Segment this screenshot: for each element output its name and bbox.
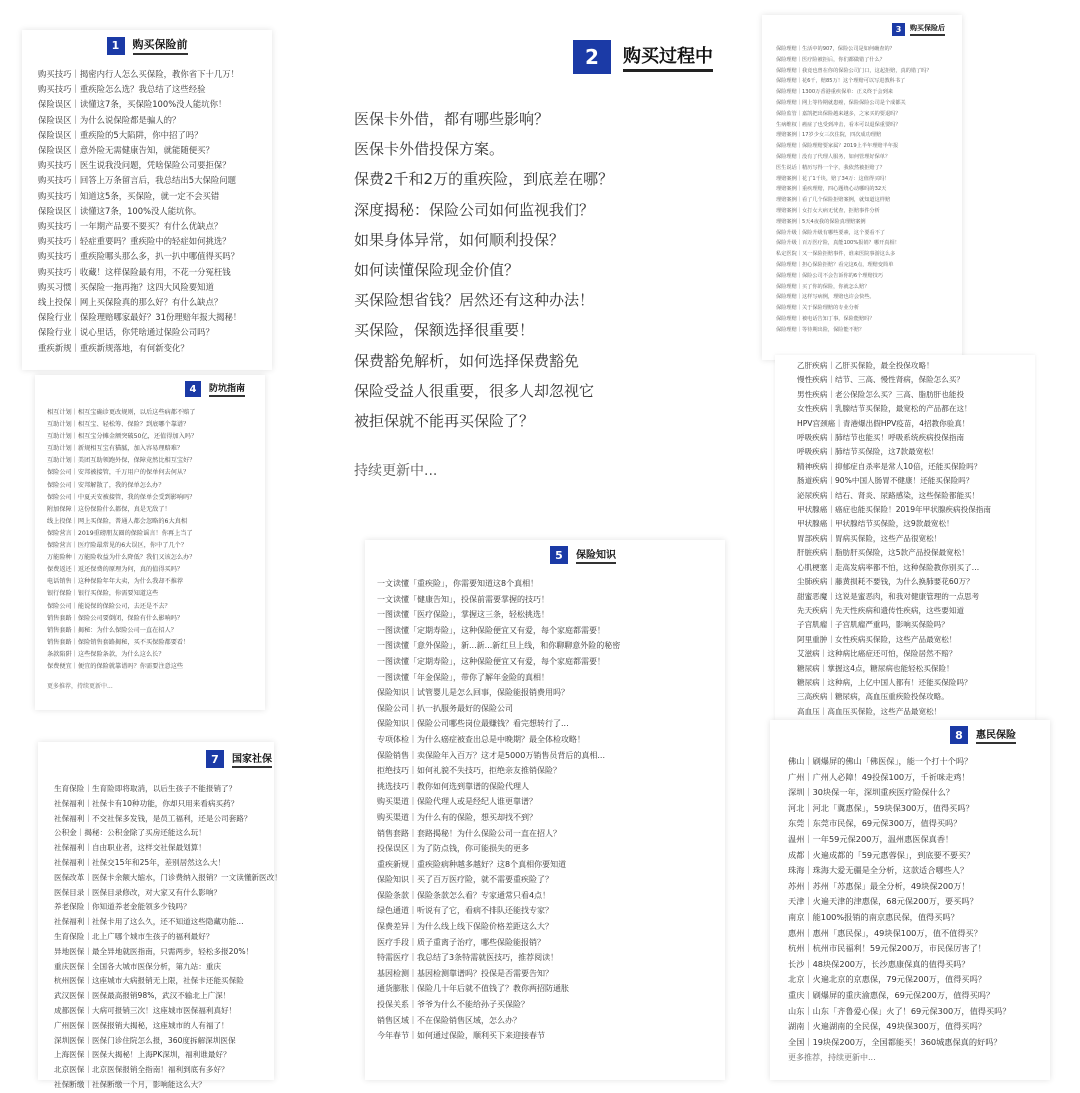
article-link[interactable]: 甜蜜恶魔｜这说是蜜恶肉，和我对健康管理的一点思考 [797,591,980,601]
article-link[interactable]: 养老保险｜你知道养老金能领多少钱吗？ [54,902,191,912]
article-link[interactable]: 线上投保｜网上买保险，普通人都会忽略的6大真相 [47,517,188,525]
article-link[interactable]: 东莞｜东莞市民保，69元保300万，值得买吗？ [788,818,962,829]
article-link[interactable]: 医保改革｜医保卡余额大缩水，门诊费纳入报销？一文读懂新医改！ [54,872,282,882]
section-header [185,381,265,397]
article-link[interactable]: 保险理赔｜网上等待期就患癌，保险保险公司是个成都关 [776,99,906,106]
section-title: 国家社保 [232,750,272,768]
article-link[interactable]: 艾滋病｜这种病比癌症还可怕，保险居然不赔？ [797,649,957,659]
article-link[interactable]: 肠道疾病｜90%中国人肠胃不健康！还能买保险吗？ [797,476,974,486]
section-title: 购买保险前 [133,36,188,55]
section-header [206,750,274,768]
article-link[interactable]: 保险理赔｜保险理赔要家属？2019上半年理赔半年报 [776,143,899,150]
article-link[interactable]: 一文读懂「重疾险」，你需要知道这8个真相！ [377,579,539,588]
article-link[interactable]: 社保福利｜社保交15年和25年，差别居然这么大！ [54,857,226,867]
article-link[interactable]: 深圳｜30块保一年，深圳重疾医疗险保什么？ [788,787,954,798]
article-link[interactable]: 慢性疾病｜结节、三高、慢性肾病，保险怎么买？ [797,375,965,385]
article-list [788,754,1050,1050]
article-link[interactable]: 购买技巧｜收藏！这样保险最有用，不花一分冤枉钱 [38,266,231,277]
article-link[interactable]: 销售套路｜套路揭秘！为什么保险公司一直在招人？ [377,828,561,838]
article-link[interactable]: 糖尿病｜掌握这4点，糖尿病也能轻松买保险！ [797,663,954,673]
article-link[interactable]: 社保福利｜自由职业者，这样交社保最划算！ [54,843,206,853]
article-link[interactable]: 呼吸疾病｜肺结节也能买！呼吸系统疾病投保指南 [797,433,965,443]
article-link[interactable]: 肝脏疾病｜脂肪肝买保险，这5款产品投保最宽松！ [797,548,969,558]
article-link[interactable]: 广州｜广州人必障！49投保100万，千祈咪走鸡！ [788,771,970,782]
article-link[interactable]: 保险公司｜能说保的保险公司，去还是不去？ [47,602,171,610]
article-link[interactable]: 长沙｜48块保200万，长沙惠康保真的值得买吗？ [788,958,970,969]
article-link[interactable]: 销售套路｜保险销售套路揭秘，买不买保险都要看！ [47,638,190,646]
section-header [22,36,272,55]
article-link[interactable]: HPV宫颈癌｜青港爆出假HPV疫苗，4招教你验真！ [797,418,970,428]
section-number-badge: 5 [550,546,568,564]
article-link[interactable]: 购买渠道｜保险代理人或是经纪人谁更靠谱？ [377,797,537,807]
article-link[interactable]: 保险升级｜保险升级有哪些要素，这个要看不了 [776,229,885,236]
article-link[interactable]: 保险理赔｜我竟也曾在你的保险公司门口，这起拒赔，真的错了吗？ [776,67,932,74]
article-link[interactable]: 呼吸疾病｜肺结节买保险，这7款最宽松！ [797,447,939,457]
article-link[interactable]: 先天疾病｜先天性疾病和遗传性疾病，这些要知道 [797,605,965,615]
article-link[interactable]: 武汉医保｜医保最高报销98%，武汉不输北上广深！ [54,991,231,1001]
article-link[interactable]: 深度揭秘：保险公司如何监视我们？ [354,200,595,219]
article-link[interactable]: 惠州｜惠州「惠民保」，49块保100万，值不值得买？ [788,927,982,938]
article-link[interactable]: 保费2千和2万的重疾险，到底差在哪？ [354,170,614,189]
article-link[interactable]: 保费豁免解析，如何选择保费豁免 [354,351,580,370]
article-link[interactable]: 理赔案例｜女打女大病无忧查，拒赔事件分析 [776,207,880,214]
article-link[interactable]: 保险理赔｜医疗险被拒后，你们都做错了什么？ [776,56,885,63]
article-link[interactable]: 电话销售｜这种保险年年大卖，为什么我却不推荐 [47,578,184,586]
article-link[interactable]: 销售套路｜保险公司要倒闭，保险有什么影响吗？ [47,614,184,622]
more-link[interactable]: 更多推荐，持续更新中... [788,1053,876,1063]
article-link[interactable]: 社保福利｜不交社保多发钱，是员工福利，还是公司套路？ [54,813,252,823]
article-link[interactable]: 线上投保｜网上买保险真的那么好？有什么缺点？ [38,297,223,308]
article-link[interactable]: 南京｜能100%报销的南京惠民保，值得买吗？ [788,911,959,922]
article-link[interactable]: 保费差异｜为什么线上线下保险价格差距这么大？ [377,922,553,932]
article-link[interactable]: 保险行业｜说心里话，你凭啥通过保险公司吗？ [38,327,214,338]
article-link[interactable]: 苏州｜苏州「苏惠保」最全分析，49块保200万！ [788,880,970,891]
section-header [950,726,1050,744]
article-link[interactable]: 保险营言｜医疗险最常见的6大误区，你中了几个？ [47,542,188,550]
article-link[interactable]: 基因检测｜基因检测靠谱吗？投保是否需要告知？ [377,968,553,978]
article-link[interactable]: 北京｜火遍北京的京惠保，79元保200万，值得买吗？ [788,974,986,985]
article-link[interactable]: 保险理赔｜花6千，赔85万！这个理赔可以写进教科书了 [776,78,906,85]
panel-huimin-insurance [770,720,1050,1080]
panel-after-purchase [762,15,962,360]
article-link[interactable]: 全国｜19块保200万，全国都能买！360城惠保真的好吗？ [788,1036,1002,1047]
article-link[interactable]: 杭州｜杭州市民福利！59元保200万，市民保厉害了！ [788,943,986,954]
article-link[interactable]: 深圳医保｜医保门诊住院怎么报，360度拆解深圳医保 [54,1035,236,1045]
article-link[interactable]: 销售区域｜不在保险销售区域，怎么办？ [377,1015,521,1025]
article-link[interactable]: 保险理赔｜关于保险理赔的专业分析 [776,305,860,312]
article-link[interactable]: 重庆｜刷爆屏的重庆渝惠保，69元保200万，值得买吗？ [788,989,995,1000]
article-link[interactable]: 重疾新规｜重疾险病种越多越好？这8个真相你要知道 [377,859,567,869]
article-link[interactable]: 子宫肌瘤｜子宫肌瘤严重吗，影响买保险吗？ [797,620,949,630]
article-link[interactable]: 泌尿疾病｜结石、肾炎、尿路感染，这些保险都能买！ [797,490,980,500]
article-link[interactable]: 保险理赔｜1300万香港重疾保单：正义终于会到来 [776,89,893,96]
article-link[interactable]: 互助计划｜相互宝分摊金额突破50亿，还值得加入吗？ [47,433,198,441]
article-link[interactable]: 理赔案例｜重疾理赔，四心题绕心动哪吗的32天 [776,186,887,193]
article-link[interactable]: 通货膨胀｜保险几十年后就不值钱了？教你两招防通胀 [377,984,569,994]
article-link[interactable]: 购买技巧｜重疾险怎么选？我总结了这些经验 [38,84,206,95]
article-link[interactable]: 保险公司｜扒一扒服务最好的保险公司 [377,703,513,713]
article-link[interactable]: 挑选技巧｜教你如何选到靠谱的保险代理人 [377,781,529,791]
section-number-badge: 4 [185,381,201,397]
section-title: 购买保险后 [910,23,945,36]
article-link[interactable]: 保险受益人很重要，很多人却忽视它 [354,381,595,400]
article-link[interactable]: 社保断缴｜社保断缴一个月，影响能这么大？ [54,1079,206,1089]
article-link[interactable]: 生病维权｜癌症了也受到冲击，看本可以退保重要吗？ [776,121,901,128]
article-link[interactable]: 保险行业｜保险理赔哪家最好？31份理赔年报大揭秘！ [38,312,242,323]
panel-insurance-knowledge [365,540,725,1080]
article-link[interactable]: 保险理赔｜生活中的907，保险公司是如何确查的？ [776,46,895,52]
article-link[interactable]: 如何读懂保险现金价值？ [354,261,520,280]
article-link[interactable]: 保险理赔｜保险公司不会告诉你的6个理赔技巧 [776,272,884,279]
section-title: 防坑指南 [209,381,245,397]
article-link[interactable]: 保险公司｜中夏天安被接管，我的保单会受到影响吗？ [47,493,196,501]
article-link[interactable]: 河北｜河北「冀惠保」，59块保300万，值得买吗？ [788,802,974,813]
article-link[interactable]: 银行保险｜银行买保险，你需要知道这些 [47,590,159,598]
article-link[interactable]: 购买技巧｜医生说我没问题，凭啥保险公司要拒保？ [38,160,231,171]
panel-pitfall-guide [35,375,265,710]
article-list [38,67,272,356]
article-link[interactable]: 三高疾病｜糖尿病，高血压重疾险投保攻略。 [797,692,949,702]
article-link[interactable]: 理赔案例｜花了1千块，赔了34万：这值得买吗！ [776,175,890,182]
more-link[interactable]: 持续更新中... [354,463,438,480]
article-link[interactable]: 尘肺疾病｜藤黄损耗不要钱，为什么换肺要花60万？ [797,577,974,587]
article-link[interactable]: 保险销售｜卖保险年入百万？这才是5000万销售员背后的真相... [377,750,605,760]
article-link[interactable]: 今年春节｜如何通过保险，顺利买下来迎接春节 [377,1031,545,1041]
article-link[interactable]: 生育保险｜生育险即将取消，以后生孩子不能报销了？ [54,784,237,793]
article-link[interactable]: 购买技巧｜重疾险哪头那么多，扒一扒中哪值得买吗？ [38,251,239,262]
article-link[interactable]: 购买技巧｜一年期产品要不要买？有什么优缺点？ [38,221,223,232]
article-link[interactable]: 甲状腺癌｜癌症也能买保险！2019年甲状腺疾病投保指南 [797,505,991,515]
article-link[interactable]: 保险理赔｜没有了代理人服务，如何管理好保单？ [776,153,891,160]
article-link[interactable]: 上海医保｜医保大揭秘！上海PK深圳，福利谁最好？ [54,1050,231,1060]
article-link[interactable]: 保费便宜｜便宜的保险就靠谱吗？你需要注意这些 [47,662,184,670]
article-link[interactable]: 保险误区｜读懂这7条，买保险100%没人能坑你！ [38,99,227,110]
section-title: 购买过程中 [623,42,713,72]
article-link[interactable]: 如果身体异常，如何顺利投保？ [354,230,565,249]
article-link[interactable]: 条款陷阱｜这些保险条款，为什么这么长？ [47,650,165,658]
article-link[interactable]: 成都｜火遍成都的「59元惠蓉保」，到底要不要买？ [788,849,975,860]
article-link[interactable]: 购买技巧｜知道这5条，买保险，就一定不会买错 [38,190,220,201]
article-link[interactable]: 互助计划｜相互宝、轻松筹、保险？到底哪个靠谱？ [47,421,190,429]
section-number-badge: 8 [950,726,968,744]
article-list [47,407,265,673]
article-link[interactable]: 投保误区｜为了防点钱，你可能损失的更多 [377,844,529,854]
article-link[interactable]: 男性疾病｜老公保险怎么买？三高、脂肪肝也能投 [797,389,965,399]
article-link[interactable]: 重疾新规｜重疾新规落地，有何新变化？ [38,342,189,353]
section-title: 惠民保险 [976,726,1016,744]
article-link[interactable]: 精神疾病｜抑郁症自杀率是常人10倍，还能买保险吗？ [797,461,982,471]
article-link[interactable]: 温州｜一年59元保200万，温州惠医保真香！ [788,833,954,844]
article-link[interactable]: 互助计划｜美团互助领跑外保，保障竟然比相互宝好？ [47,457,196,465]
article-link[interactable]: 保险监管｜嘉凯把出保险越来越多，之家买的要退吗？ [776,110,901,117]
panel-during-purchase [330,30,735,510]
article-link[interactable]: 高血压｜高血压买保险，这些产品最宽松！ [797,706,942,716]
panel-social-insurance [38,742,282,1089]
article-link[interactable]: 一图读懂「意外保险」，新...新...新红旦上线，和你聊聊意外险的秘密 [377,641,621,651]
article-link[interactable]: 互助计划｜新规相互宝有猫腻，加入容易理赔难？ [47,445,184,453]
article-link[interactable]: 一图读懂「定期寿险」，这种保险便宜又有爱，每个家庭都需要！ [377,625,605,635]
article-link[interactable]: 私定医院｜又一保险拒赔事件，谁来医院事游这么多 [776,251,896,258]
article-list [797,359,1035,719]
article-link[interactable]: 保险公司｜安邦被接管，千万用户的保单何去何从？ [47,469,190,477]
article-link[interactable]: 购买渠道｜为什么有的保险，想买却找不到？ [377,812,537,822]
article-list [354,104,735,436]
article-link[interactable]: 保险误区｜重疾险的5大陷阱，你中招了吗？ [38,129,203,140]
article-link[interactable]: 理赔案例｜17岁少女三次住院，四次成功理赔 [776,132,882,139]
article-link[interactable]: 天津｜火遍天津的津惠保，68元保200万，要买吗？ [788,896,978,907]
article-link[interactable]: 附加保障｜这份保险什么都保，真是无敌了！ [47,505,171,513]
article-link[interactable]: 甲状腺癌｜甲状腺结节买保险，这9款最宽松！ [797,519,954,529]
article-link[interactable]: 杭州医保｜这座城市大病报销无上限，社保卡还能买保险 [54,976,244,986]
article-link[interactable]: 买保险，保额选择很重要！ [354,321,535,340]
article-link[interactable]: 购买技巧｜轻症重要吗？重疾险中的轻症如何挑选？ [38,236,231,247]
article-link[interactable]: 医保卡外借，都有哪些影响？ [354,110,550,128]
article-link[interactable]: 心肌梗塞｜走高发病率都不怕，这种保险教你别买了… [797,562,980,572]
article-link[interactable]: 医保卡外借投保方案。 [354,140,505,159]
section-header [892,23,962,36]
article-link[interactable]: 保险误区｜为什么说保险都是骗人的？ [38,114,181,125]
article-link[interactable]: 保险理赔｜等待期出险，保险能不赔？ [776,326,865,333]
section-number-badge: 1 [107,37,125,55]
article-link[interactable]: 专项体检｜为什么癌症被查出总是中晚期？最全体检攻略！ [377,734,585,744]
article-link[interactable]: 买保险想省钱？居然还有这种办法！ [354,291,595,310]
article-link[interactable]: 女性疾病｜乳腺结节买保险，最宽松的产品都在这！ [797,404,972,414]
article-link[interactable]: 保险知识｜保险公司哪些岗位最赚钱？看完想转行了... [377,719,569,729]
article-link[interactable]: 社保福利｜社保卡用了这么久，还不知道这些隐藏功能... [54,917,244,927]
article-list [54,782,282,1093]
article-link[interactable]: 成都医保｜大病可报销三次！这座城市医保福利真好！ [54,1005,237,1015]
panel-before-purchase [22,30,272,370]
article-list [377,576,725,1044]
article-link[interactable]: 生育保险｜北上广哪个城市生孩子的福利最好？ [54,931,214,941]
article-link[interactable]: 糖尿病｜这种病，上亿中国人都有！还能买保险吗？ [797,677,972,687]
section-header [550,546,725,564]
article-link[interactable]: 阿里重肿｜女性疾病买保险，这些产品最宽松！ [797,634,957,644]
article-link[interactable]: 社保福利｜社保卡有10种功能，你却只用来看病买药？ [54,798,239,808]
section-header [573,40,735,74]
article-link[interactable]: 绿色通道｜听说有了它，看病不排队还能找专家？ [377,906,553,916]
article-link[interactable]: 保险理赔｜被电话告知丁事，保险能赔吗？ [776,315,875,322]
article-link[interactable]: 一文读懂「健康告知」，投保前需要掌握的技巧！ [377,594,549,604]
article-link[interactable]: 购买技巧｜揭密内行人怎么买保险，教你省下十几万！ [38,69,239,79]
article-link[interactable]: 一图读懂「年金保险」，带你了解年金险的真相！ [377,672,549,682]
article-link[interactable]: 购买技巧｜回答上万条留言后，我总结出5大保险问题 [38,175,236,186]
section-number-badge: 7 [206,750,224,768]
article-link[interactable]: 保险知识｜试管婴儿是怎么回事，保险能报销费用吗？ [377,688,569,698]
article-link[interactable]: 销售套路｜揭秘：为什么保险公司一直在招人？ [47,626,177,634]
article-link[interactable]: 保险公司｜安邦解散了，我的保单怎么办？ [47,481,165,489]
article-link[interactable]: 公积金｜揭秘：公积金除了买房还能这么玩！ [54,828,206,838]
article-link[interactable]: 拒绝技巧｜如何礼貌不失技巧，拒绝亲友推销保险？ [377,766,561,776]
article-link[interactable]: 投保关系｜爷爷为什么不能给孙子买保险？ [377,1000,529,1010]
article-link[interactable]: 北京医保｜北京医保报销全指南！福利到底有多好？ [54,1065,229,1075]
article-link[interactable]: 重庆医保｜全国各大城市医保分析，第九站：重庆 [54,961,222,971]
article-link[interactable]: 广州医保｜医保报销大揭秘，这座城市的人有福了！ [54,1020,229,1030]
article-link[interactable]: 医疗手段｜质子重离子治疗，哪些保险能报销？ [377,937,545,947]
article-link[interactable]: 佛山｜刷爆屏的佛山「佛医保」，能一个打十个吗？ [788,756,973,766]
article-link[interactable]: 保险升级｜百万医疗险，真能100%报销？哪开真相！ [776,240,900,247]
article-link[interactable]: 保险误区｜意外险无需健康告知，就能随便买？ [38,145,214,156]
article-link[interactable]: 特需医疗｜我总结了3条特需就医技巧，推荐阅读！ [377,953,559,963]
article-link[interactable]: 被拒保就不能再买保险了？ [354,412,535,431]
panel-disease-guide [775,355,1035,720]
article-link[interactable]: 理赔案例｜5天4夜我的保险真理赔案例 [776,218,866,225]
article-link[interactable]: 珠海｜珠海大爱无疆是全分析，这款适合哪些人？ [788,865,969,876]
article-link[interactable]: 医生说话｜精历写得一个字，我依然被拒赔了？ [776,164,885,171]
article-link[interactable]: 万能险种｜万能险收益为什么降低？我们又该怎么办？ [47,554,196,562]
article-link[interactable]: 保险营言｜2019重磅朋友圈的保险谣言！你再上当了 [47,529,193,537]
article-link[interactable]: 保费返还｜返还保费的原理为何，真的值得买吗？ [47,566,184,574]
more-link[interactable]: 更多推荐，持续更新中... [47,683,113,691]
article-link[interactable]: 乙肝疾病｜乙肝买保险，最全投保攻略！ [797,361,934,370]
article-link[interactable]: 购买习惯｜买保险一拖再拖？这四大风险要知道 [38,281,214,292]
article-link[interactable]: 湖南｜火遍湖南的全民保，49块保300万，值得买吗？ [788,1021,986,1032]
section-number-badge: 3 [892,23,905,36]
article-link[interactable]: 异地医保｜最全异地就医指南，只需两步，轻松多报20%！ [54,946,254,956]
article-list [776,44,962,336]
article-link[interactable]: 保险误区｜读懂这7条，100%没人能坑你。 [38,205,202,216]
article-link[interactable]: 一图读懂「医疗保险」，掌握这三条，轻松挑选！ [377,610,549,620]
article-link[interactable]: 保险理赔｜买了你的保险，你就怎么赔？ [776,283,870,290]
article-link[interactable]: 山东｜山东「齐鲁爱心保」火了！69元保300万，值得买吗？ [788,1005,1011,1016]
section-title: 保险知识 [576,546,616,564]
article-link[interactable]: 相互计划｜相互宝确诊更改规则，以后这些病都不赔了 [47,409,196,416]
article-link[interactable]: 一图读懂「定期寿险」，这种保险便宜又有爱，每个家庭都需要！ [377,656,605,666]
section-number-badge: 2 [573,40,611,74]
article-link[interactable]: 保险理赔｜这样写病例，理赔也许会快些。 [776,294,875,301]
article-link[interactable]: 胃部疾病｜胃病买保险，这些产品很宽松！ [797,533,942,543]
article-link[interactable]: 保险条款｜保险条款怎么看？专家通常只看4点！ [377,890,551,900]
article-link[interactable]: 理赔案例｜看了几个保险拒赔案例，就知道这样赔 [776,197,891,204]
article-link[interactable]: 医保目录｜医保目录修改，对大家又有什么影响？ [54,887,222,897]
article-link[interactable]: 保险知识｜买了百万医疗险，就不需要重疾险了？ [377,875,553,885]
article-link[interactable]: 保险理赔｜担心保险拒赔？看完这6点，理赔变简单 [776,261,894,268]
